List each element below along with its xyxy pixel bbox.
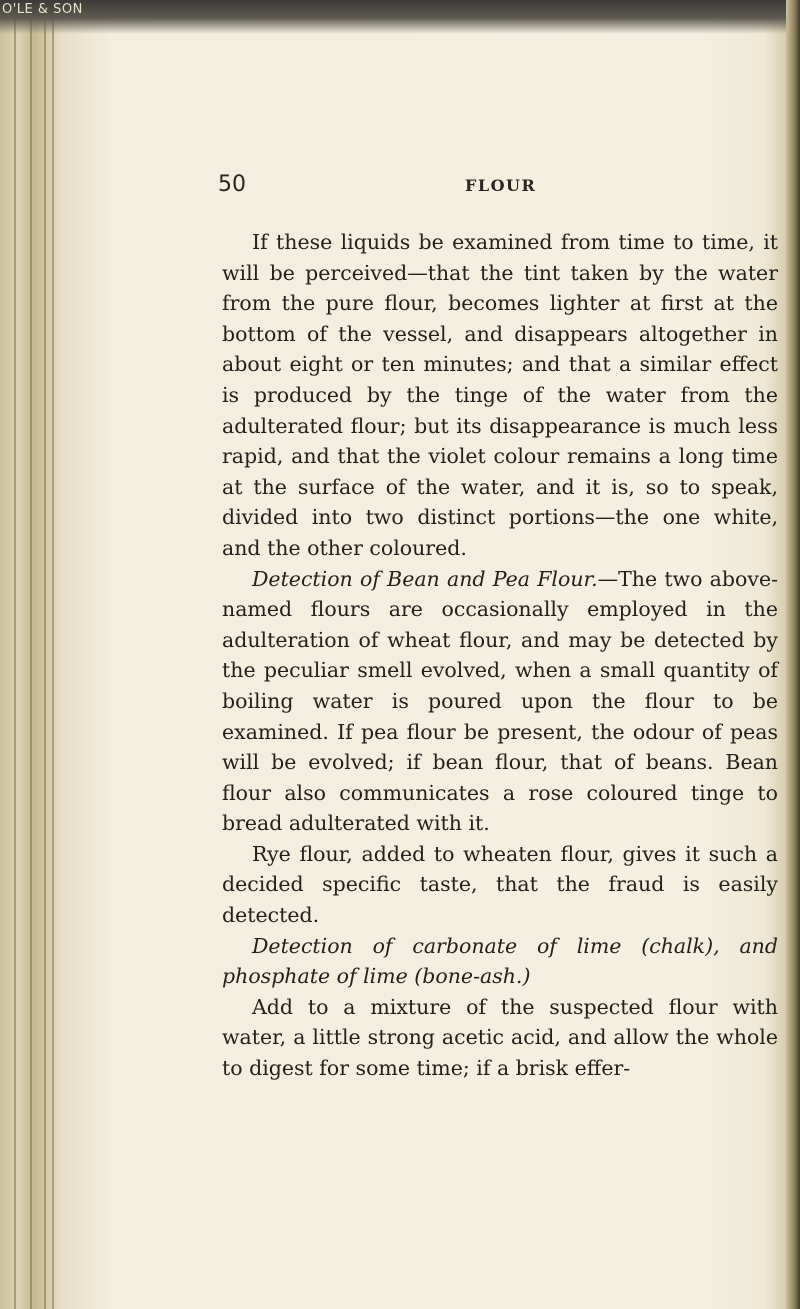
paragraph bbox=[222, 227, 778, 564]
page-edge-line bbox=[44, 0, 46, 1309]
page-number: 50 bbox=[218, 172, 246, 197]
page-edge-line bbox=[52, 0, 54, 1309]
section-heading: Detection of Bean and Pea Flour. bbox=[252, 566, 598, 591]
paragraph-text: —The two above-named flours are occasionally employed in the adulteration of wheat flour, and may be detected by the peculiar smell evolved, when a small quantity of boiling water is poured upon the flour to be examined. If pea flour be present, the odour of peas will be evolved; if bean flour, that of beans. Bean flour also communicates a rose coloured tinge to bread adulterated with it. bbox=[222, 566, 778, 836]
paragraph bbox=[222, 839, 778, 931]
section-heading: Detection of carbonate of lime (chalk), and phosphate of lime (bone-ash.) bbox=[222, 933, 778, 989]
paragraph bbox=[222, 931, 778, 992]
paragraph-text: Rye flour, added to wheaten flour, gives it such a decided specific taste, that the fraud is easily detected. bbox=[222, 841, 778, 928]
page-edge-line bbox=[30, 0, 32, 1309]
paragraph bbox=[222, 992, 778, 1084]
paragraph-text: If these liquids be examined from time to time, it will be perceived—that the tint taken by the water from the pure flour, becomes lighter at first at the bottom of the vessel, and disappears altogether in about eight or ten minutes; and that a similar effect is produced by the tinge of the water from the adulterated flour; but its disappearance is much less rapid, and that the violet colour remains a long time at the surface of the water, and it is, so to speak, divided into two distinct portions—the one white, and the other coloured. bbox=[222, 230, 778, 560]
binding-strip bbox=[0, 0, 800, 34]
page-header bbox=[218, 172, 778, 202]
paragraph bbox=[222, 564, 778, 839]
page-right-edge bbox=[786, 0, 800, 1309]
paragraph-text: Add to a mixture of the suspected flour with water, a little strong acetic acid, and allow the whole to digest for some time; if a brisk effer- bbox=[222, 994, 778, 1081]
running-head: FLOUR bbox=[465, 176, 537, 195]
binding-label: O'LE & SON bbox=[2, 2, 83, 17]
body-text bbox=[222, 227, 778, 1084]
page-edge-line bbox=[14, 0, 16, 1309]
